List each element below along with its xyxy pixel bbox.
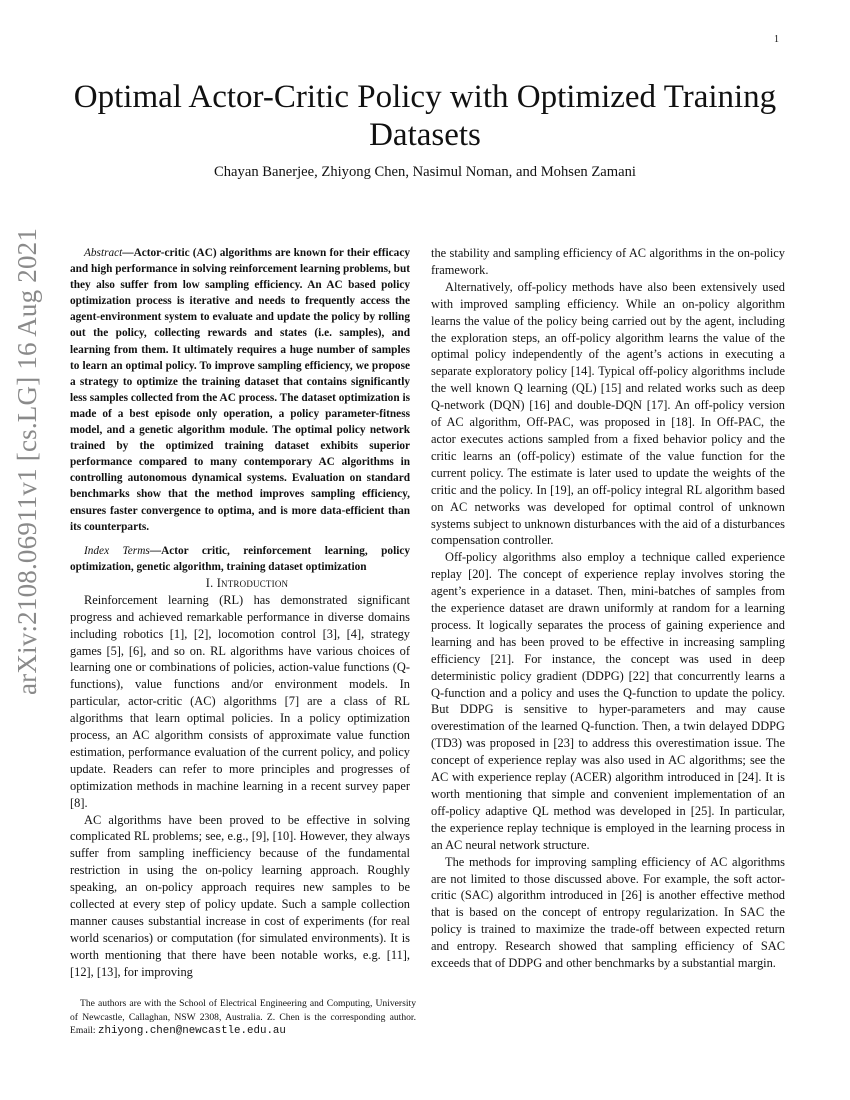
paragraph: AC algorithms have been proved to be effective in solving complicated RL problems; see, e.g., [9], [10]. However, they always suffer from sampling inefficiency because of the fundamental restriction in using the on-policy learning approach. Roughly speaking, an on-policy approach requires new samples to be collected at every step of policy update. Such a sample collection manner causes substantial increase in cost of experiments (for real world scenarios) or computation (for simulated environments). It is worth mentioning that there have been notable works, e.g. [11], [12], [13], for improving bbox=[70, 812, 410, 979]
left-column bbox=[70, 245, 410, 981]
index-terms bbox=[70, 543, 410, 575]
paragraph: Reinforcement learning (RL) has demonstrated significant progress and achieved remarkable performance in diverse domains including robotics [1], [2], locomotion control [3], [4], strategy games [5], [6], and so on. RL algorithms have various choices of learning one or combinations of policies, action-value functions (Q-functions), value functions and/or environment models. In particular, actor-critic (AC) algorithms [7] are a class of RL algorithms that learn optimal policies. In a policy optimization process, an AC algorithm consists of approximate value function estimation, performance evaluation of the current policy, and policy update. Readers can refer to more principles and progresses of optimization methods in machine learning in a recent survey paper [8]. bbox=[70, 592, 410, 810]
section-number: I. bbox=[205, 575, 214, 590]
paper-title: Optimal Actor-Critic Policy with Optimized Training Datasets bbox=[73, 79, 777, 153]
abstract bbox=[70, 245, 410, 535]
paragraph-continued: the stability and sampling efficiency of AC algorithms in the on-policy framework. bbox=[431, 246, 785, 277]
author-list: Chayan Banerjee, Zhiyong Chen, Nasimul Noman, and Mohsen Zamani bbox=[214, 164, 636, 180]
section-heading-introduction bbox=[70, 575, 410, 592]
abstract-label: Abstract bbox=[84, 247, 123, 259]
section-title: Introduction bbox=[216, 575, 289, 590]
corresponding-email[interactable]: zhiyong.chen@newcastle.edu.au bbox=[97, 1025, 286, 1037]
paragraph: The methods for improving sampling efficiency of AC algorithms are not limited to those discussed above. For example, the soft actor-critic (SAC) algorithm introduced in [26] is another effective method that is based on the concept of entropy regularization. In SAC the policy is trained to maximize the trade-off between expected return and entropy. Research showed that sampling efficiency of SAC exceeds that of DDPG and other benchmarks by a substantial margin. bbox=[431, 854, 785, 971]
footnote-text: The authors are with the School of Electrical Engineering and Computing, University of Newcastle, Callaghan, NSW 2308, Australia. Z. Chen is the corresponding author. Email: bbox=[70, 998, 416, 1036]
right-column bbox=[431, 245, 785, 972]
abstract-text: —Actor-critic (AC) algorithms are known for their efficacy and high performance in solving reinforcement learning problems, but they also suffer from low sampling efficiency. An AC based policy optimization process is iterative and needs to frequently access the agent-environment system to evaluate and update the policy by rolling out the policy, collecting rewards and states (i.e. samples), and learning from them. It ultimately requires a huge number of samples to learn an optimal policy. To improve sampling efficiency, we propose a strategy to optimize the training dataset that contains significantly less samples collected from the AC process. The dataset optimization is made of a best episode only operation, a policy parameter-fitness model, and a genetic algorithm module. The optimal policy network trained by the optimized training dataset exhibits superior performance compared to many contemporary AC algorithms in controlling autonomous dynamical systems. Evaluation on standard benchmarks show that the method improves sampling efficiency, ensures faster convergence to optima, and is more data-efficient than its counterparts. bbox=[70, 247, 410, 533]
paragraph: Off-policy algorithms also employ a technique called experience replay [20]. The concept of experience replay involves storing the agent’s experience in a dataset. Then, mini-batches of samples from the experience dataset are drawn uniformly at random for a learning process. It logically separates the process of gaining experience and learning and has been proved to be effective in increasing sampling efficiency [21]. For instance, the concept was used in deep deterministic policy gradient (DDPG) [22] that concurrently learns a Q-function and a policy and uses the Q-function to update the policy. But DDPG is sensitive to hyper-parameters and may cause overestimation of the learned Q-function. Then, a twin delayed DDPG (TD3) was proposed in [23] to address this overestimation issue. The concept of experience replay was also used in AC algorithms; see the AC with experience replay (ACER) algorithm introduced in [24]. It is worth mentioning that simple and convenient implementation of an off-policy adaptive QL method was developed in [25]. In particular, the experience replay technique is employed in the learning process in an AC neural network structure. bbox=[431, 550, 785, 852]
page-number: 1 bbox=[774, 34, 779, 45]
paragraph: Alternatively, off-policy methods have also been extensively used with improved sampling efficiency. While an on-policy algorithm learns the value of the policy being carried out by the agent, including the exploration steps, an off-policy algorithm learns the value of the optimal policy independently of the agent’s actions in executing a separate exploratory policy [14]. Typical off-policy algorithms include the well known Q learning (QL) [15] and related works such as deep Q-network (DQN) [16] and double-DQN [17]. An off-policy version of AC algorithm, Off-PAC, was proposed in [18]. In Off-PAC, the actor executes actions sampled from a fixed behavior policy and the critic learns an (off-policy) estimate of the value function for the current policy. The estimate is later used to update the weights of the critic and the policy. In [19], an off-policy integral RL algorithm based on AC networks was developed for optimal control of unknown systems subject to unknown disturbances with the aid of a disturbances compensation controller. bbox=[431, 279, 785, 548]
arxiv-identifier-stamp: arXiv:2108.06911v1 [cs.LG] 16 Aug 2021 bbox=[12, 227, 42, 695]
index-terms-label: Index Terms bbox=[84, 544, 150, 557]
author-affiliation-footnote bbox=[70, 997, 416, 1039]
index-terms-text: —Actor critic, reinforcement learning, policy optimization, genetic algorithm, training dataset optimization bbox=[70, 544, 411, 573]
